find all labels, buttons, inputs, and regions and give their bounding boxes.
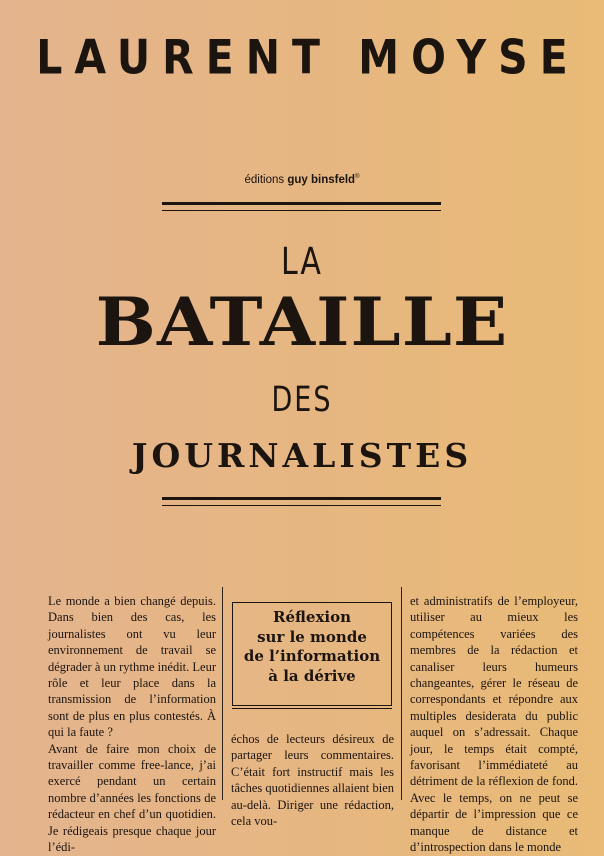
title-rule-top [162,202,441,211]
text-column-right [410,593,578,856]
title-la: LA [281,240,323,284]
title-des: DES [271,380,333,421]
column-divider-left [222,587,223,800]
title-rule-bottom [162,497,441,506]
publisher-prefix: éditions [244,174,288,186]
pull-quote-line: à la dérive [268,666,356,685]
publisher-line [0,174,604,186]
paragraph: échos de lecteurs désireux de partager leurs commentaires. C’était fort instructif mais les tâches quotidiennes allaient bien au-delà. Diriger une rédaction, cela vou- [231,732,394,829]
paragraph: Le monde a bien changé depuis. Dans bien des cas, les journalistes ont vu leur environnement de travail se dégrader à un rythme inédit. Leur rôle et leur place dans la transmission de l’information sont de plus en plus contestés. À qui la faute ? [48,594,216,740]
text-column-left [48,593,216,856]
paragraph: Avant de faire mon choix de travailler comme free-lance, j’ai exercé pendant un certain nombre d’années les fonctions de rédacteur en chef d’un quotidien. Je rédigeais presque chaque jour l’édi- [48,741,216,855]
column-divider-right [401,587,402,800]
title-journalistes: JOURNALISTES [131,436,473,475]
text-column-middle [231,731,394,829]
publisher-name: guy binsfeld [287,174,356,186]
pull-quote-line: de l’information [243,647,381,665]
author-name: LAURENT MOYSE [36,30,580,86]
registered-mark: ® [355,174,360,180]
pull-quote-box [232,602,392,706]
pull-quote-line: sur le monde [257,627,367,646]
paragraph: et administratifs de l’employeur, utiliser au mieux les compétences variées des membres de la rédaction et canaliser leurs humeurs changeantes, gérer le réseau de correspondants et répondre aux multiples desiderata du public auquel on s’adressait. Chaque jour, le temps était compté, favorisant l’immédiateté au détriment de la réflexion de fond. Avec le temps, on ne peut se départir de l’impression que ce manque de distance et d’introspection dans le monde [410,594,578,855]
pull-quote-line: Réflexion [272,608,351,626]
title-bataille: BATAILLE [95,283,509,361]
